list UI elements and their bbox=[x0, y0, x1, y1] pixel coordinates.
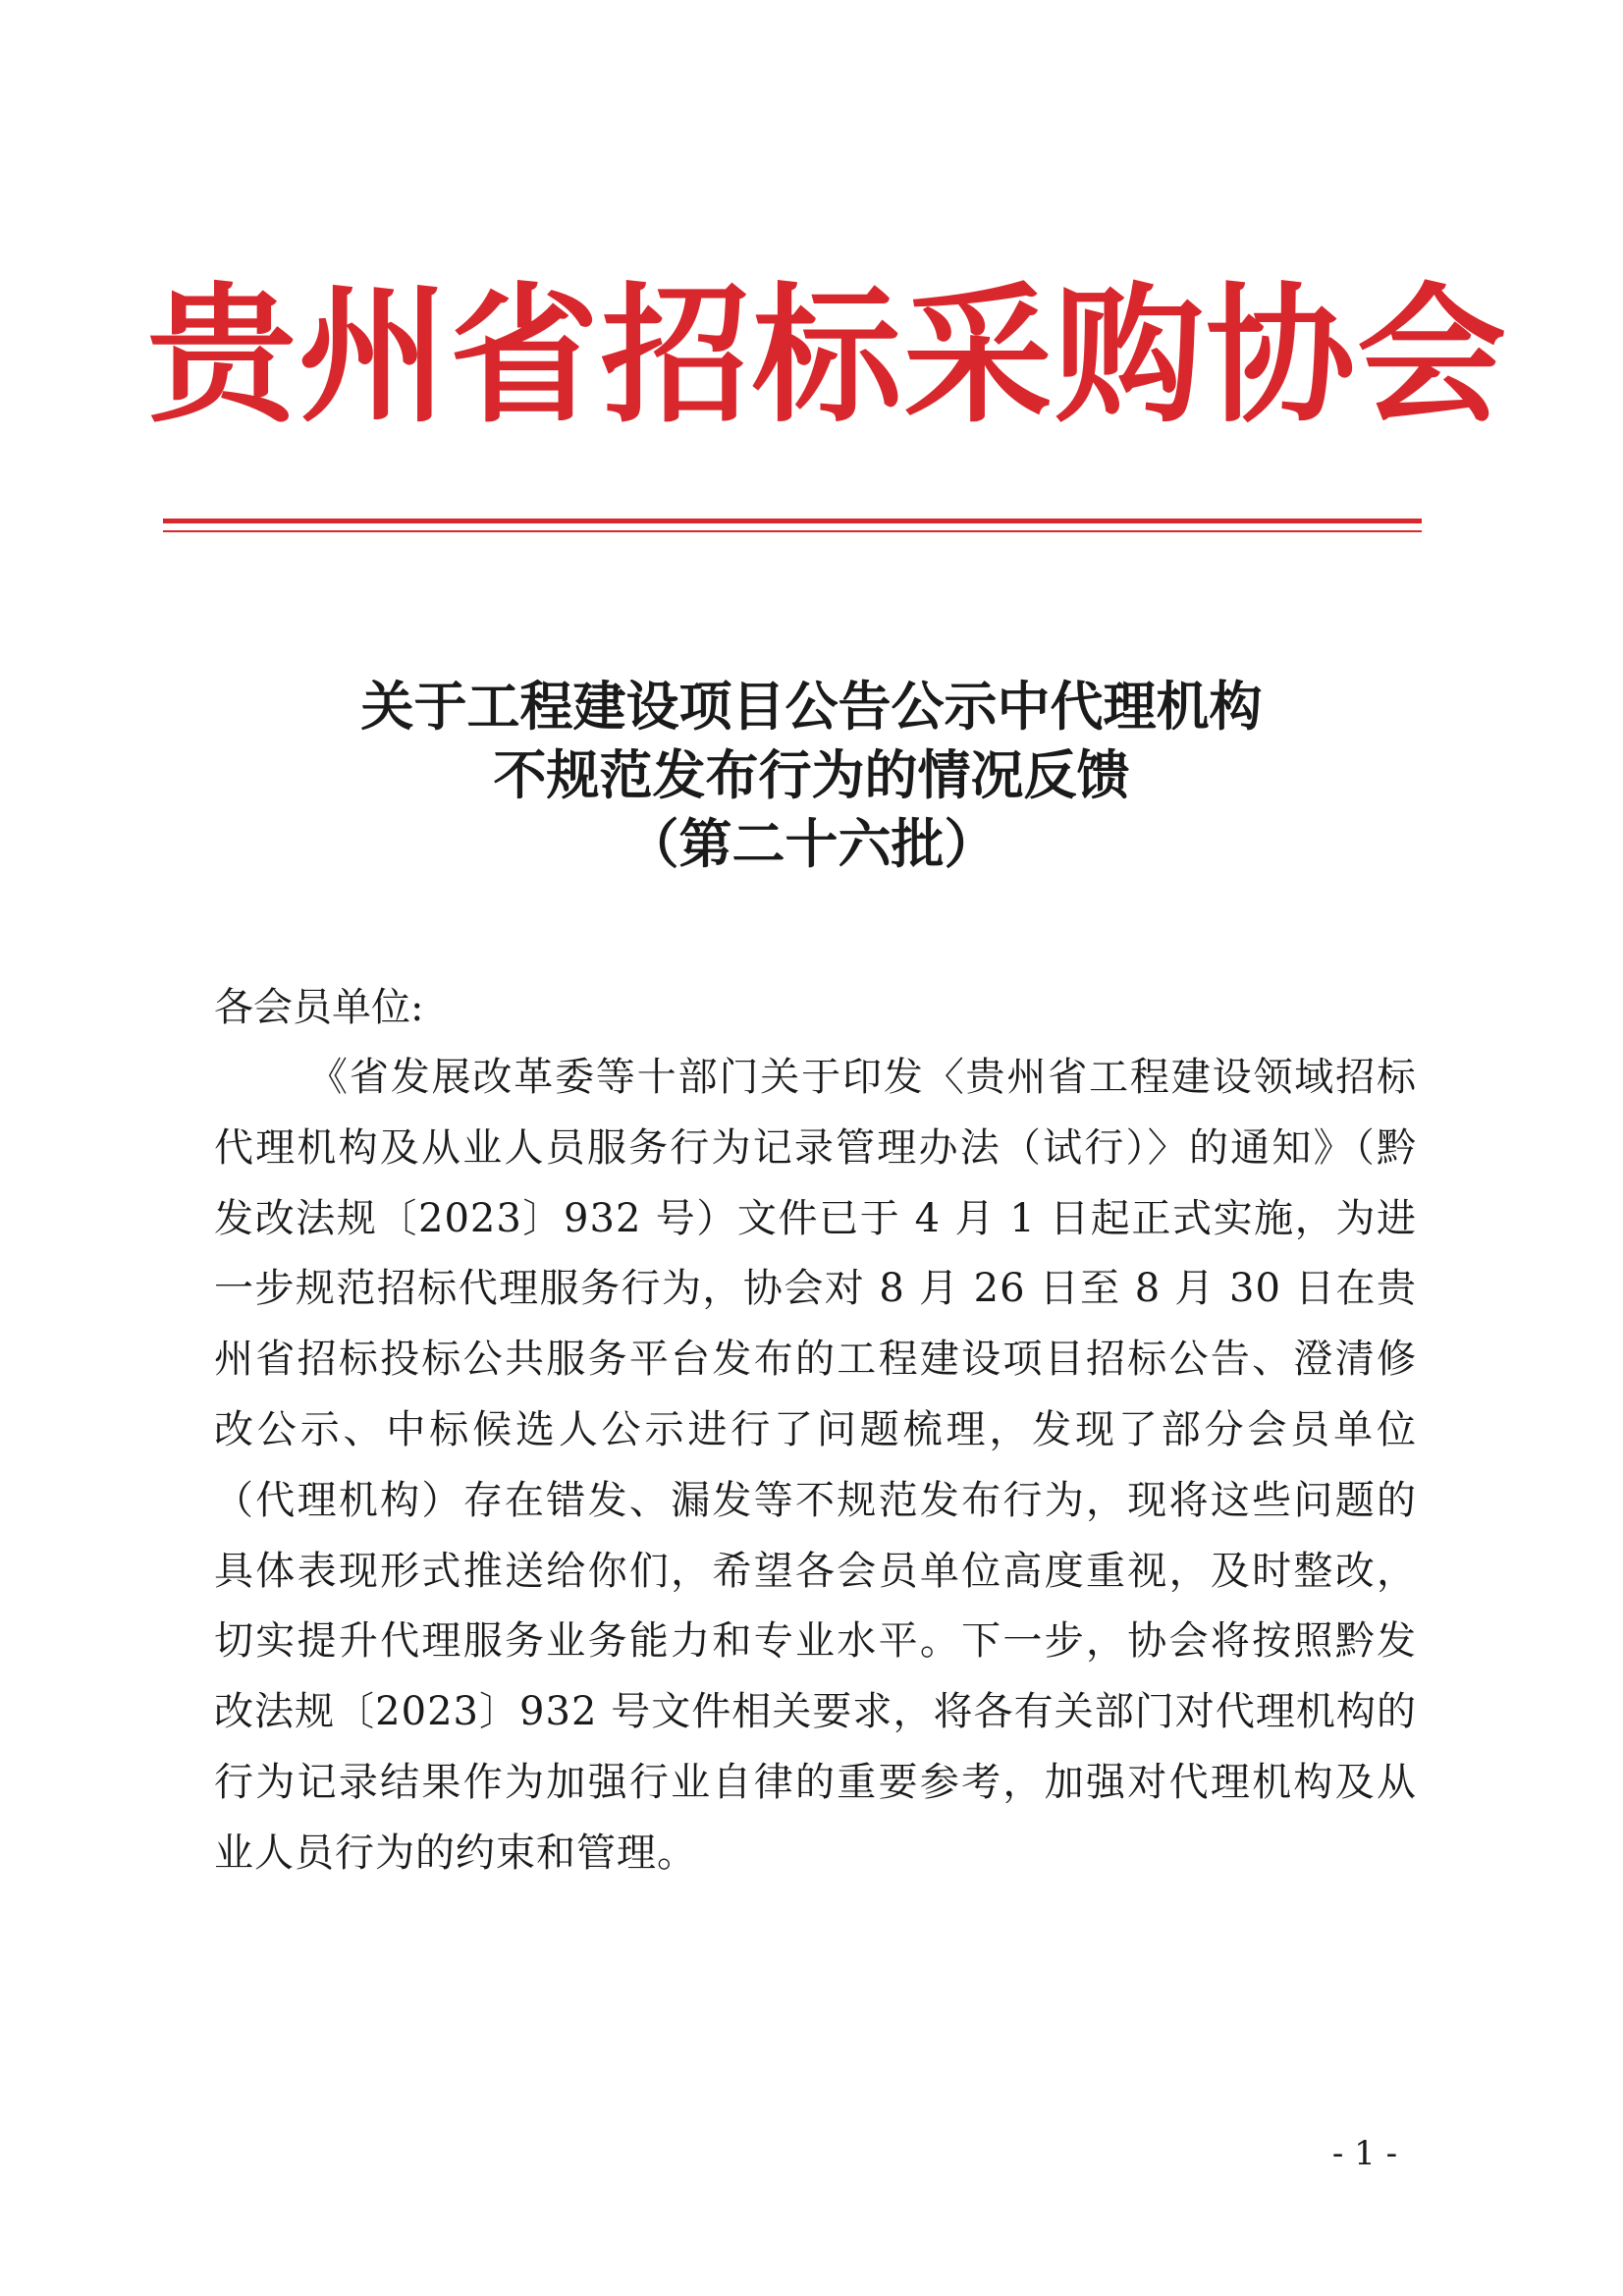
salutation: 各会员单位: bbox=[214, 985, 424, 1030]
document-title bbox=[147, 672, 1476, 878]
body-paragraph: 《省发展改革委等十部门关于印发〈贵州省工程建设领域招标代理机构及从业人员服务行为记录管理办法（试行）〉的通知》（黔发改法规〔2023〕932 号）文件已于 4 月 1 日起正式实施，为进一步规范招标代理服务行为，协会对 8 月 26 日至 8 月 30 日在贵州省招标投标公共服务平台发布的工程建设项目招标公告、澄清修改公示、中标候选人公示进行了问题梳理，发现了部分会员单位（代理机构）存在错发、漏发等不规范发布行为，现将这些问题的具体表现形式推送给你们，希望各会员单位高度重视，及时整改，切实提升代理服务业务能力和专业水平。下一步，协会将按照黔发改法规〔2023〕932 号文件相关要求，将各有关部门对代理机构的行为记录结果作为加强行业自律的重要参考，加强对代理机构及从业人员行为的约束和管理。 bbox=[214, 1055, 1417, 1876]
document-body bbox=[214, 972, 1417, 1889]
title-line-2: 不规范发布行为的情况反馈 bbox=[493, 743, 1130, 806]
organization-header: 贵州省招标采购协会 bbox=[147, 267, 1508, 443]
title-line-3: （第二十六批） bbox=[625, 812, 998, 875]
title-line-1: 关于工程建设项目公告公示中代理机构 bbox=[360, 675, 1263, 738]
header-rule-thin bbox=[163, 530, 1422, 532]
page-number: - 1 - bbox=[1331, 2134, 1398, 2173]
header-rule-thick bbox=[163, 519, 1422, 523]
